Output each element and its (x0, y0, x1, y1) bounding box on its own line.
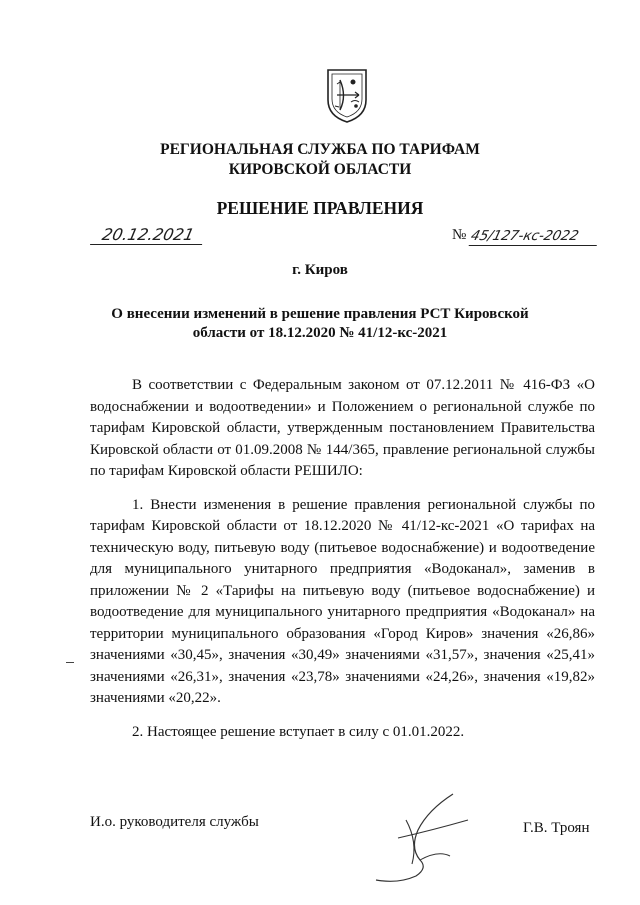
document-type: РЕШЕНИЕ ПРАВЛЕНИЯ (216, 198, 424, 218)
organization-name (0, 140, 640, 180)
signatory-title: И.о. руководителя службы (90, 814, 259, 830)
margin-mark (66, 662, 74, 663)
subject-line-1: О внесении изменений в решение правления РСТ Кировской (111, 306, 529, 322)
number-sign: № (452, 227, 467, 243)
item-1-paragraph: 1. Внести изменения в решение правления региональной службы по тарифам Кировской области от 18.12.2020 № 41/12-кс-2021 «О тарифах на техническую воду, питьевую воду (питьевое водоснабжение) и водоотведение для муниципального унитарного предприятия «Водоканал», заменив в приложении № 2 «Тарифы на питьевую воду (питьевое водоснабжение) и водоотведение для муниципального унитарного предприятия «Водоканал» на территории муниципального образования «Город Киров» значения «26,86» значениями «30,45», значения «30,49» значениями «31,57», значения «25,41» значениями «26,31», значения «23,78» значениями «24,26», значения «19,82» значениями «20,22». (90, 496, 595, 706)
document-number: 45/127-кс-2022 (469, 227, 602, 246)
city: г. Киров (292, 262, 348, 278)
kirov-coat-of-arms-icon (325, 66, 369, 124)
preamble-paragraph: В соответствии с Федеральным законом от 07.12.2011 № 416-ФЗ «О водоснабжении и водоотведении» и Положением о региональной службе по тарифам Кировской области, утвержденным постановлением Правительства Кировской области от 01.09.2008 № 144/365, правление региональной службы по тарифам Кировской области РЕШИЛО: (90, 377, 595, 479)
org-line-2: КИРОВСКОЙ ОБЛАСТИ (228, 161, 412, 178)
subject-line-2: области от 18.12.2020 № 41/12-кс-2021 (192, 325, 448, 341)
document-date: 20.12.2021 (90, 226, 206, 245)
document-subject (0, 305, 640, 343)
handwritten-signature-icon (358, 790, 498, 888)
document-number-block (452, 227, 602, 247)
signatory-name: Г.В. Троян (523, 820, 590, 836)
document-body (90, 375, 595, 755)
org-line-1: РЕГИОНАЛЬНАЯ СЛУЖБА ПО ТАРИФАМ (160, 141, 480, 158)
item-2-paragraph: 2. Настоящее решение вступает в силу с 01.01.2022. (132, 723, 465, 740)
